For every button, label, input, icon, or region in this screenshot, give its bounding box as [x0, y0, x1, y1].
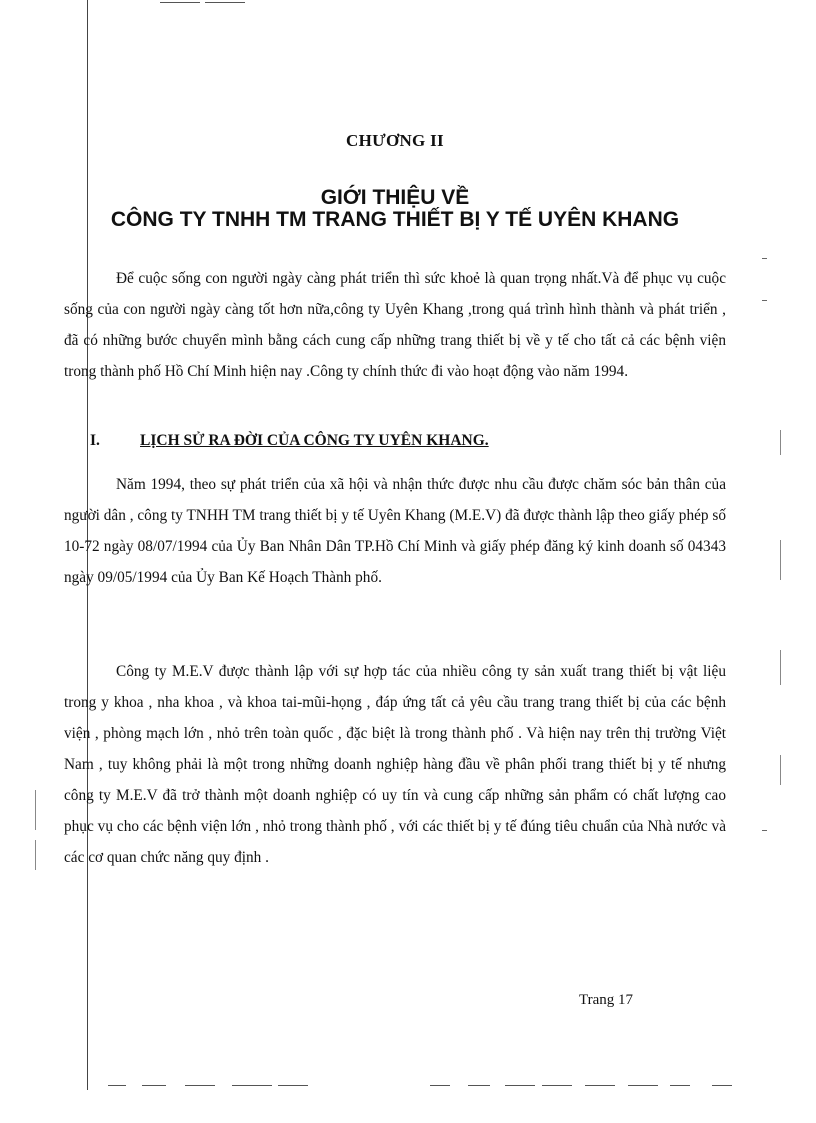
- page-number: Trang 17: [579, 992, 634, 1008]
- scan-artifact: [142, 1085, 166, 1086]
- scan-artifact: [762, 258, 767, 259]
- scan-artifact: [780, 755, 781, 785]
- scan-artifact: [278, 1085, 308, 1086]
- intro-text: Để cuộc sống con người ngày càng phát triển thì sức khoẻ là quan trọng nhất.Và để phục vụ cuộc sống của con người ngày càng tốt hơn nữa,công ty Uyên Khang ,trong quá trình hình thành và phát triển , đã có những bước chuyển mình bằng cách cung cấp những trang thiết bị về y tế cho tất cả các bệnh viện trong thành phố Hồ Chí Minh hiện nay .Công ty chính thức đi vào hoạt động vào năm 1994.: [64, 270, 726, 380]
- scan-artifact: [780, 540, 781, 580]
- scan-artifact: [205, 2, 245, 3]
- paragraph-text: Công ty M.E.V được thành lập với sự hợp tác của nhiều công ty sản xuất trang thiết bị vật liệu trong y khoa , nha khoa , và khoa tai-mũi-họng , đáp ứng tất cả yêu cầu trang trang thiết bị của các bệnh viện , phòng mạch lớn , nhỏ trên toàn quốc , đặc biệt là trong thành phố . Và hiện nay trên thị trường Việt Nam , tuy không phải là một trong những doanh nghiệp hàng đầu về phân phối trang thiết bị y tế nhưng công ty M.E.V đã trở thành một doanh nghiệp có uy tín và cung cấp những sản phẩm có chất lượng cao phục vụ cho các bệnh viện lớn , nhỏ trong thành phố , với các thiết bị y tế đúng tiêu chuẩn của Nhà nước và các cơ quan chức năng quy định .: [64, 663, 726, 866]
- scan-artifact: [232, 1085, 272, 1086]
- scan-artifact: [35, 840, 36, 870]
- scan-artifact: [35, 790, 36, 830]
- page-title-line-2: CÔNG TY TNHH TM TRANG THIẾT BỊ Y TẾ UYÊN KHANG: [110, 208, 680, 231]
- section-title: LỊCH SỬ RA ĐỜI CỦA CÔNG TY UYÊN KHANG.: [140, 432, 489, 449]
- section-number: I.: [90, 432, 100, 449]
- scan-artifact: [430, 1085, 450, 1086]
- scan-artifact: [468, 1085, 490, 1086]
- intro-paragraph: [64, 263, 726, 387]
- scan-artifact: [670, 1085, 690, 1086]
- scan-artifact: [160, 2, 200, 3]
- scan-artifact: [108, 1085, 126, 1086]
- company-paragraph: [64, 656, 726, 873]
- scan-artifact: [542, 1085, 572, 1086]
- paragraph-text: Năm 1994, theo sự phát triển của xã hội và nhận thức được nhu cầu được chăm sóc bản thân của người dân , công ty TNHH TM trang thiết bị y tế Uyên Khang (M.E.V) đã được thành lập theo giấy phép số 10-72 ngày 08/07/1994 của Ủy Ban Nhân Dân TP.Hồ Chí Minh và giấy phép đăng ký kinh doanh số 04343 ngày 09/05/1994 của Ủy Ban Kế Hoạch Thành phố.: [64, 476, 726, 586]
- scan-artifact: [780, 650, 781, 685]
- scan-artifact: [628, 1085, 658, 1086]
- scan-artifact: [712, 1085, 732, 1086]
- scan-artifact: [762, 300, 767, 301]
- history-paragraph: [64, 469, 726, 593]
- scan-artifact: [505, 1085, 535, 1086]
- chapter-heading: CHƯƠNG II: [346, 131, 444, 150]
- section-heading: [90, 432, 489, 450]
- page-title-line-1: GIỚI THIỆU VỀ: [320, 186, 470, 209]
- scan-artifact: [585, 1085, 615, 1086]
- scan-artifact: [762, 830, 767, 831]
- scan-artifact: [780, 430, 781, 455]
- scan-artifact: [185, 1085, 215, 1086]
